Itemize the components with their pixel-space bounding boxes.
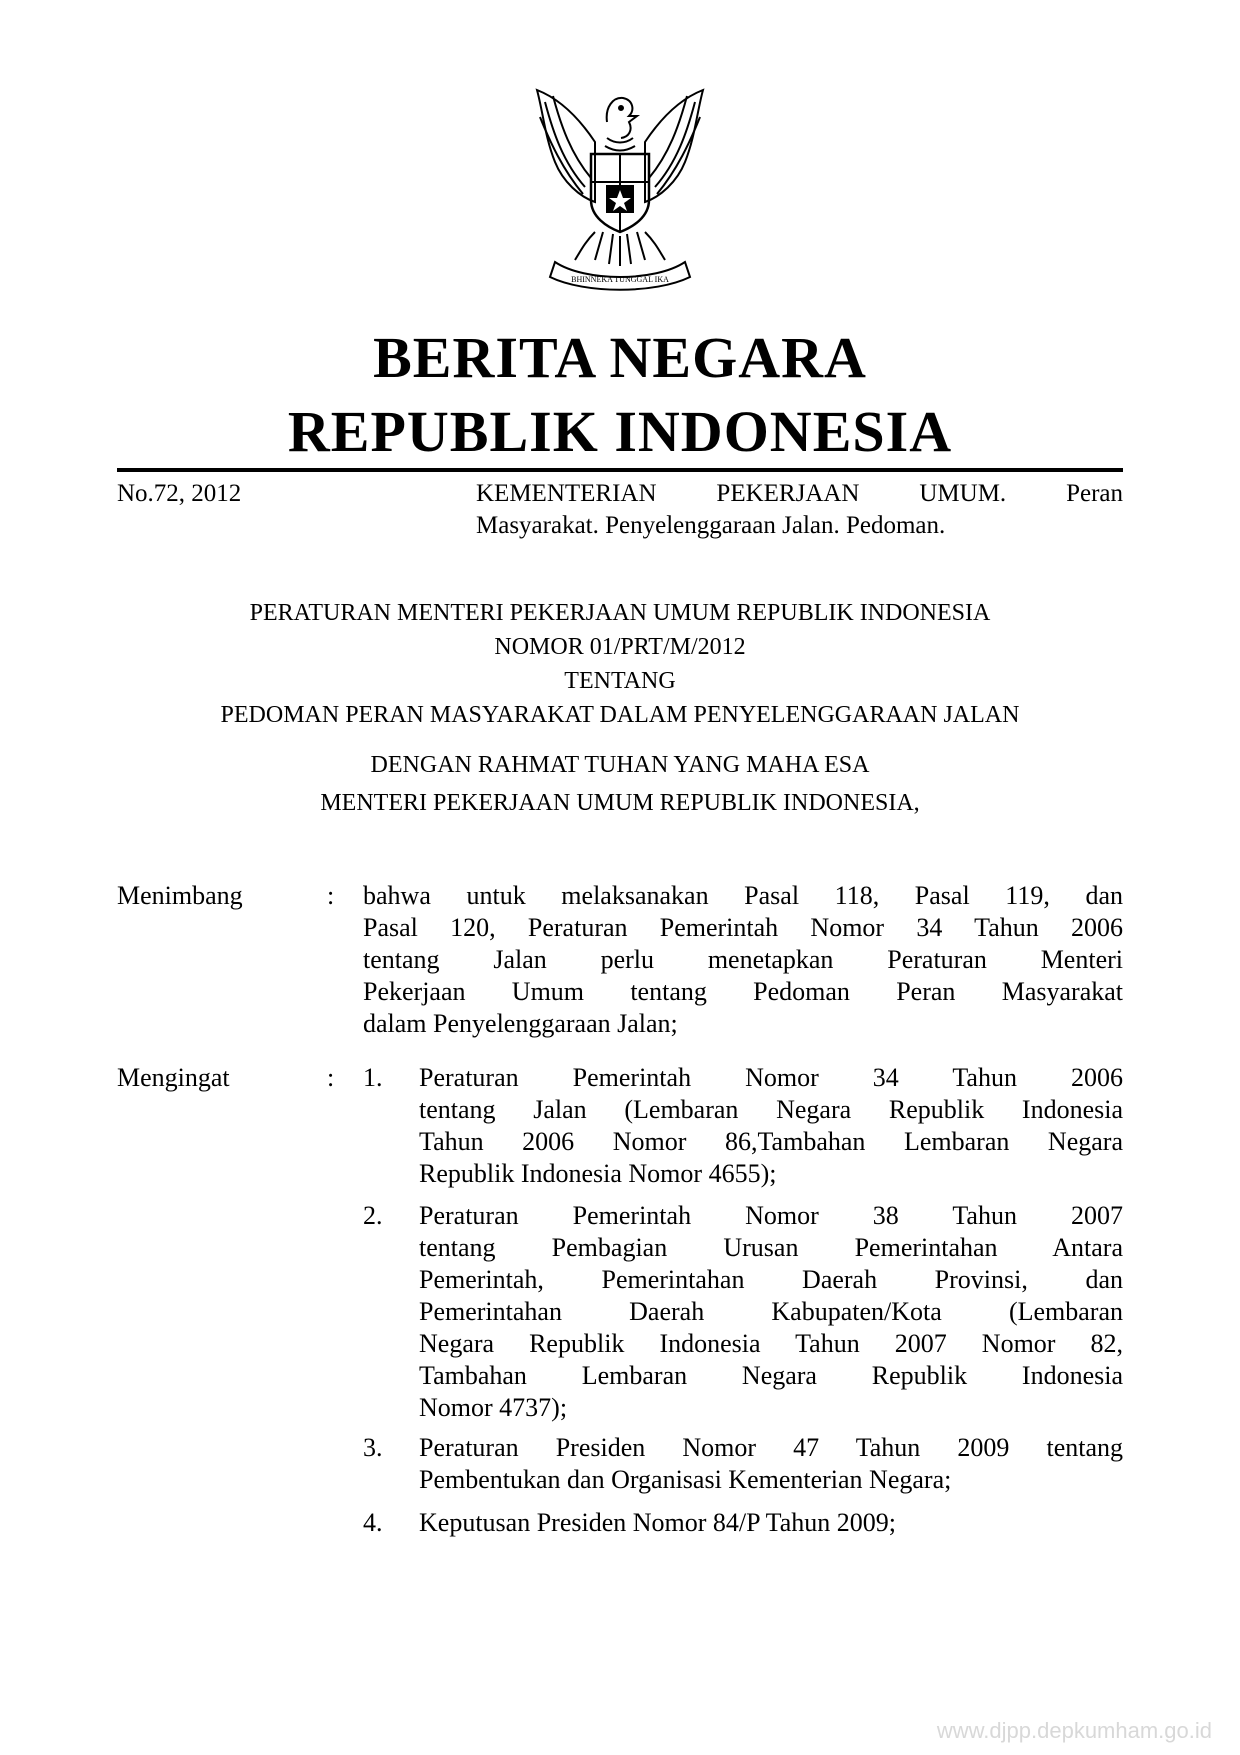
mengingat-label: Mengingat	[117, 1063, 230, 1092]
item-line: tentang Pembagian Urusan Pemerintahan Antara	[419, 1233, 1123, 1262]
item-line: Tambahan Lembaran Negara Republik Indonesia	[419, 1361, 1123, 1390]
item-line: Pemerintahan Daerah Kabupaten/Kota (Lembaran	[419, 1297, 1123, 1326]
header-divider	[117, 468, 1123, 472]
item-line: Pemerintah, Pemerintahan Daerah Provinsi, dan	[419, 1265, 1123, 1294]
item-line: Tahun 2006 Nomor 86,Tambahan Lembaran Negara	[419, 1127, 1123, 1156]
opening-line2: MENTERI PEKERJAAN UMUM REPUBLIK INDONESIA,	[320, 790, 920, 816]
item-text	[419, 1200, 1123, 1424]
menimbang-line: bahwa untuk melaksanakan Pasal 118, Pasal 119, dan	[363, 881, 1123, 910]
item-line: tentang Jalan (Lembaran Negara Republik Indonesia	[419, 1095, 1123, 1124]
publication-title-line2: REPUBLIK INDONESIA	[287, 399, 953, 464]
opening-line1: DENGAN RAHMAT TUHAN YANG MAHA ESA	[370, 752, 870, 778]
mengingat-colon: :	[327, 1063, 335, 1092]
item-line: Republik Indonesia Nomor 4655);	[419, 1159, 777, 1188]
menimbang-line: Pasal 120, Peraturan Pemerintah Nomor 34 Tahun 2006	[363, 913, 1123, 942]
menimbang-line: Pekerjaan Umum tentang Pedoman Peran Masyarakat	[363, 977, 1123, 1006]
item-text	[419, 1062, 1123, 1190]
issue-number: No.72, 2012	[117, 480, 242, 507]
item-number: 2.	[363, 1201, 383, 1230]
menimbang-line: dalam Penyelenggaraan Jalan;	[363, 1009, 678, 1038]
regulation-heading	[0, 596, 1240, 732]
item-line: Peraturan Pemerintah Nomor 34 Tahun 2006	[419, 1063, 1123, 1092]
item-text	[419, 1507, 1123, 1539]
garuda-emblem-icon	[525, 82, 715, 297]
item-number: 4.	[363, 1508, 383, 1537]
menimbang-label: Menimbang	[117, 881, 243, 910]
issue-description	[476, 478, 1123, 542]
item-number: 3.	[363, 1433, 383, 1462]
item-line: Pembentukan dan Organisasi Kementerian Negara;	[419, 1465, 952, 1494]
item-text	[419, 1432, 1123, 1496]
item-line: Peraturan Pemerintah Nomor 38 Tahun 2007	[419, 1201, 1123, 1230]
item-line: Nomor 4737);	[419, 1393, 568, 1422]
issue-description-line2: Masyarakat. Penyelenggaraan Jalan. Pedoman.	[476, 512, 946, 539]
menimbang-text	[363, 880, 1123, 1040]
regulation-subject: PEDOMAN PERAN MASYARAKAT DALAM PENYELENGGARAAN JALAN	[220, 702, 1020, 728]
regulation-tentang: TENTANG	[564, 668, 676, 694]
issue-description-line1: KEMENTERIAN PEKERJAAN UMUM. Peran	[476, 480, 1123, 507]
regulation-title: PERATURAN MENTERI PEKERJAAN UMUM REPUBLIK INDONESIA	[249, 600, 991, 626]
item-number: 1.	[363, 1063, 383, 1092]
item-line: Keputusan Presiden Nomor 84/P Tahun 2009;	[419, 1508, 896, 1537]
regulation-number: NOMOR 01/PRT/M/2012	[494, 634, 746, 660]
menimbang-colon: :	[327, 881, 335, 910]
menimbang-line: tentang Jalan perlu menetapkan Peraturan Menteri	[363, 945, 1123, 974]
publication-title-line1: BERITA NEGARA	[373, 325, 867, 390]
emblem-motto: BHINNEKA TUNGGAL IKA	[571, 275, 669, 284]
opening-formula	[0, 748, 1240, 820]
watermark-url: www.djpp.depkumham.go.id	[936, 1718, 1212, 1743]
item-line: Negara Republik Indonesia Tahun 2007 Nomor 82,	[419, 1329, 1123, 1358]
item-line: Peraturan Presiden Nomor 47 Tahun 2009 tentang	[419, 1433, 1123, 1462]
